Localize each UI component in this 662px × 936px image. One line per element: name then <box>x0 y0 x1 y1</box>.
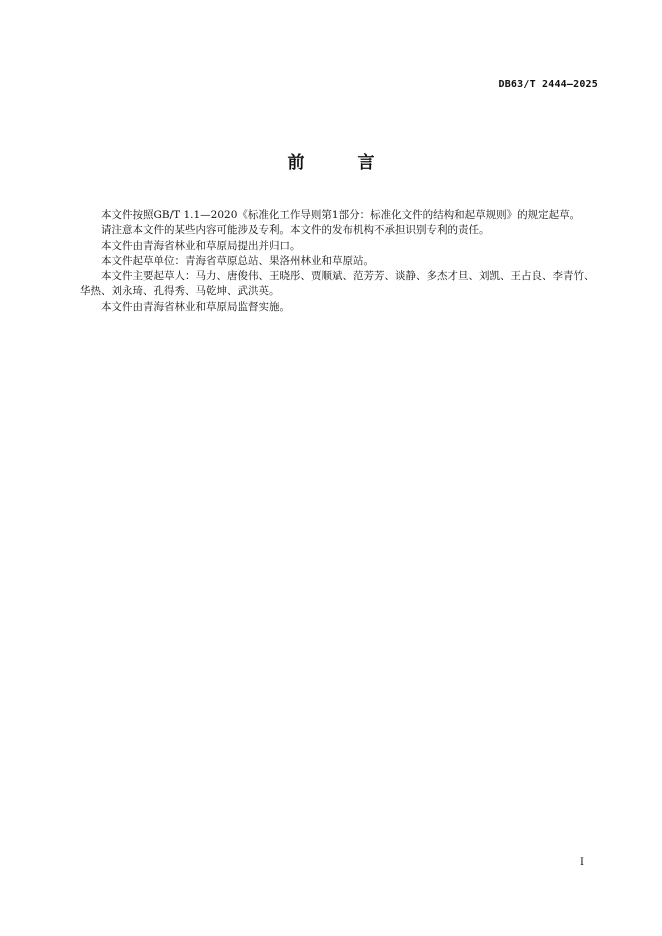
paragraph-drafting-units: 本文件起草单位：青海省草原总站、果洛州林业和草原站。 <box>101 254 374 267</box>
paragraph-proposer: 本文件由青海省林业和草原局提出并归口。 <box>101 239 301 252</box>
page-number: I <box>580 857 584 868</box>
paragraph-drafting-rules: 本文件按照GB/T 1.1—2020《标准化工作导则第1部分：标准化文件的结构和起草规则》的规定起草。 <box>101 209 581 221</box>
paragraph-drafters: 本文件主要起草人：马力、唐俊伟、王晓彤、贾顺斌、范芳芳、谈静、多杰才旦、刘凯、王占良、李青竹、华热、刘永琦、孔得秀、马乾坤、武洪英。 <box>80 270 595 298</box>
paragraph-patent-notice: 请注意本文件的某些内容可能涉及专利。本文件的发布机构不承担识别专利的责任。 <box>101 224 490 237</box>
paragraph-supervision: 本文件由青海省林业和草原局监督实施。 <box>101 300 290 313</box>
header-standard-code: DB63/T 2444—2025 <box>498 79 598 90</box>
foreword-body <box>80 208 598 315</box>
page-title: 前 言 <box>287 153 393 173</box>
